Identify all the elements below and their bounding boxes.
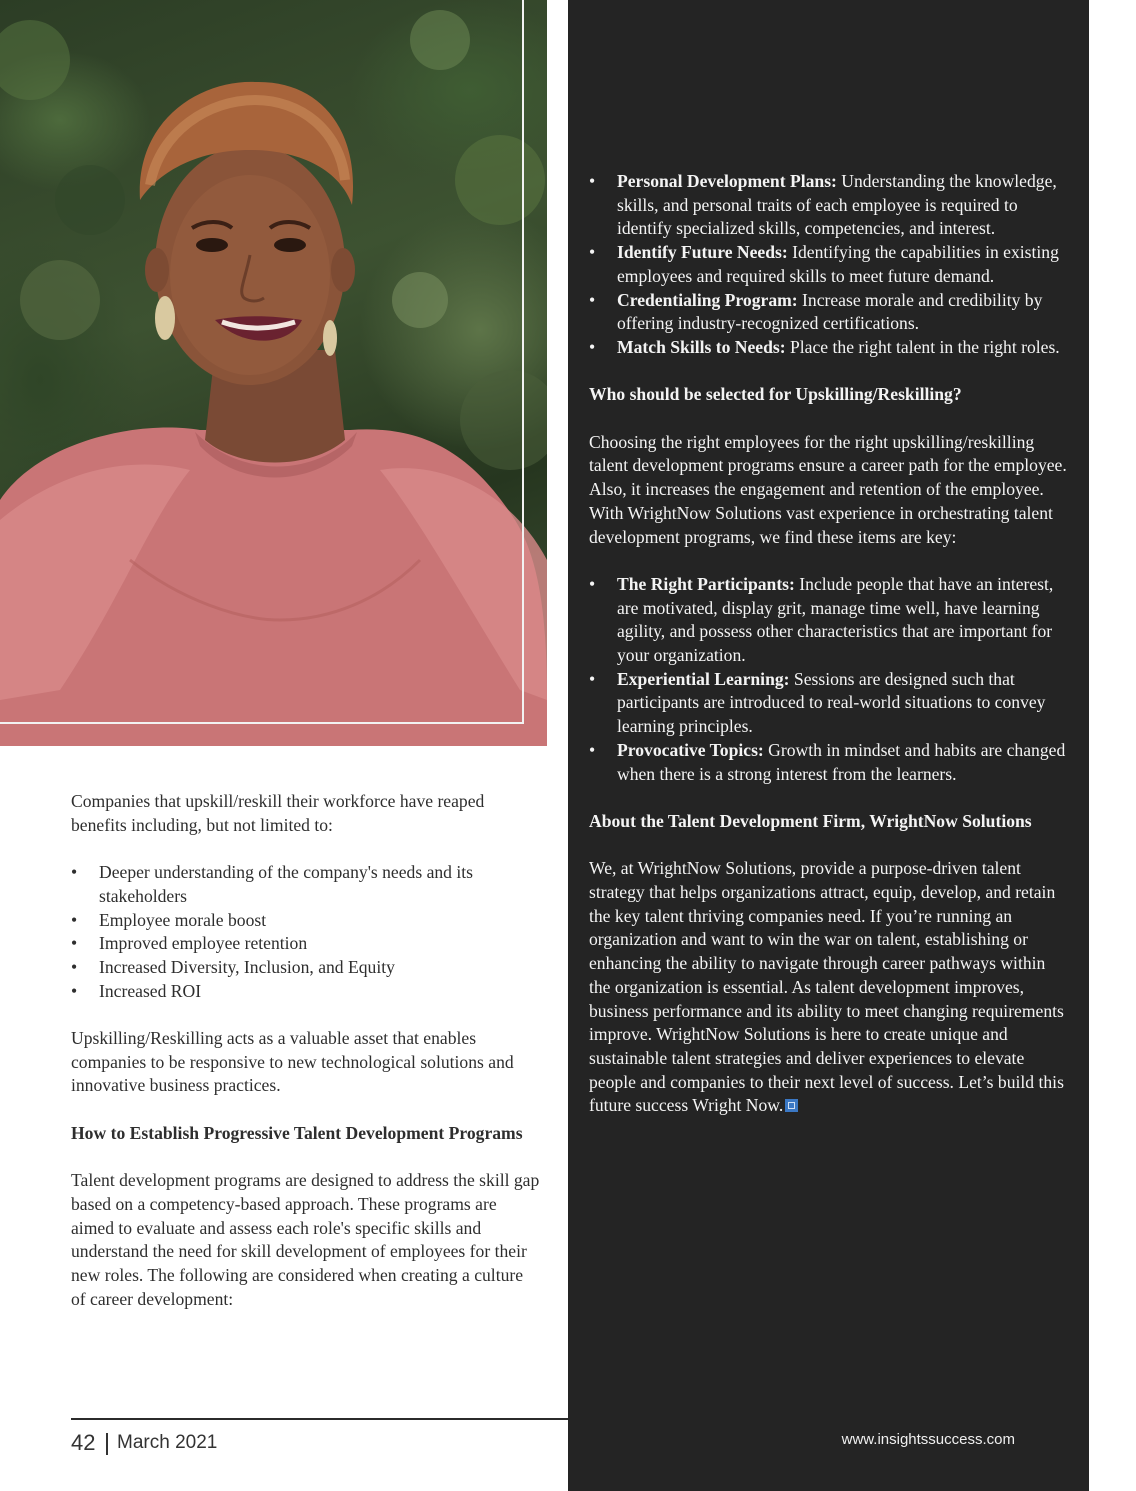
selection-heading: Who should be selected for Upskilling/Reskilling? [589,384,962,405]
about-heading: About the Talent Development Firm, WrightNow Solutions [589,810,1032,831]
footer-separator [106,1433,108,1455]
list-item: • Personal Development Plans: Understanding the knowledge, skills, and personal traits of each employee is required to identify specialized skills, competencies, and interest. [589,170,1069,241]
list-item: • Increased ROI [71,980,541,1004]
portrait-illustration [0,0,547,746]
asset-paragraph: Upskilling/Reskilling acts as a valuable asset that enables companies to be responsive to new technological solutions and innovative business practices. [71,1028,514,1096]
dark-sidebar-panel [568,0,1089,1491]
list-item: • Employee morale boost [71,909,541,933]
key-items-list [589,573,1069,786]
intro-paragraph: Companies that upskill/reskill their workforce have reaped benefits including, but not limited to: [71,791,485,835]
selection-paragraph: Choosing the right employees for the right upskilling/reskilling talent development programs ensure a career path for the employee. Also, it increases the engagement and retention of the employee. With WrightNow Solutions vast experience in orchestrating talent development programs, we find these items are key: [589,431,1067,547]
list-item: • Deeper understanding of the company's needs and its stakeholders [71,861,541,908]
website-url: www.insightssuccess.com [841,1431,1015,1448]
programs-paragraph: Talent development programs are designed to address the skill gap based on a competency-based approach. These programs are aimed to evaluate and assess each role's specific skills and understand the need for skill development of employees for their new roles. The following are considered when creating a culture of career development: [71,1170,540,1309]
list-item: • Match Skills to Needs: Place the right talent in the right roles. [589,336,1069,360]
list-item: • Experiential Learning: Sessions are designed such that participants are introduced to real-world situations to convey learning principles. [589,668,1069,739]
list-item: • The Right Participants: Include people that have an interest, are motivated, display grit, manage time well, have learning agility, and possess other characteristics that are important for your organization. [589,573,1069,668]
list-item: • Provocative Topics: Growth in mindset and habits are changed when there is a strong interest from the learners. [589,739,1069,786]
list-item: • Improved employee retention [71,932,541,956]
career-development-list [589,170,1069,360]
benefits-list [71,861,541,1003]
page-number: 42 [71,1430,96,1455]
right-column-text [589,170,1069,1118]
list-item: • Identify Future Needs: Identifying the capabilities in existing employees and required skills to meet future demand. [589,241,1069,288]
left-column-text [71,790,541,1311]
section-heading: How to Establish Progressive Talent Development Programs [71,1122,523,1143]
issue-date: March 2021 [117,1432,218,1453]
about-paragraph: We, at WrightNow Solutions, provide a purpose-driven talent strategy that helps organizations attract, equip, develop, and retain the key talent thriving companies need. If you’re running an organization and want to win the war on talent, establishing or enhancing the ability to navigate through career pathways within the organization is essential. As talent development improves, business performance and its ability to meet changing requirements improve. WrightNow Solutions is here to create unique and sustainable talent strategies and deliver experiences to elevate people and companies to their next level of success. Let’s build this future success Wright Now. [589,858,1064,1116]
list-item: • Credentialing Program: Increase morale and credibility by offering industry-recognized certifications. [589,289,1069,336]
end-of-article-icon [785,1099,798,1112]
portrait-photo [0,0,547,746]
list-item: • Increased Diversity, Inclusion, and Equity [71,956,541,980]
footer-divider [71,1418,568,1420]
